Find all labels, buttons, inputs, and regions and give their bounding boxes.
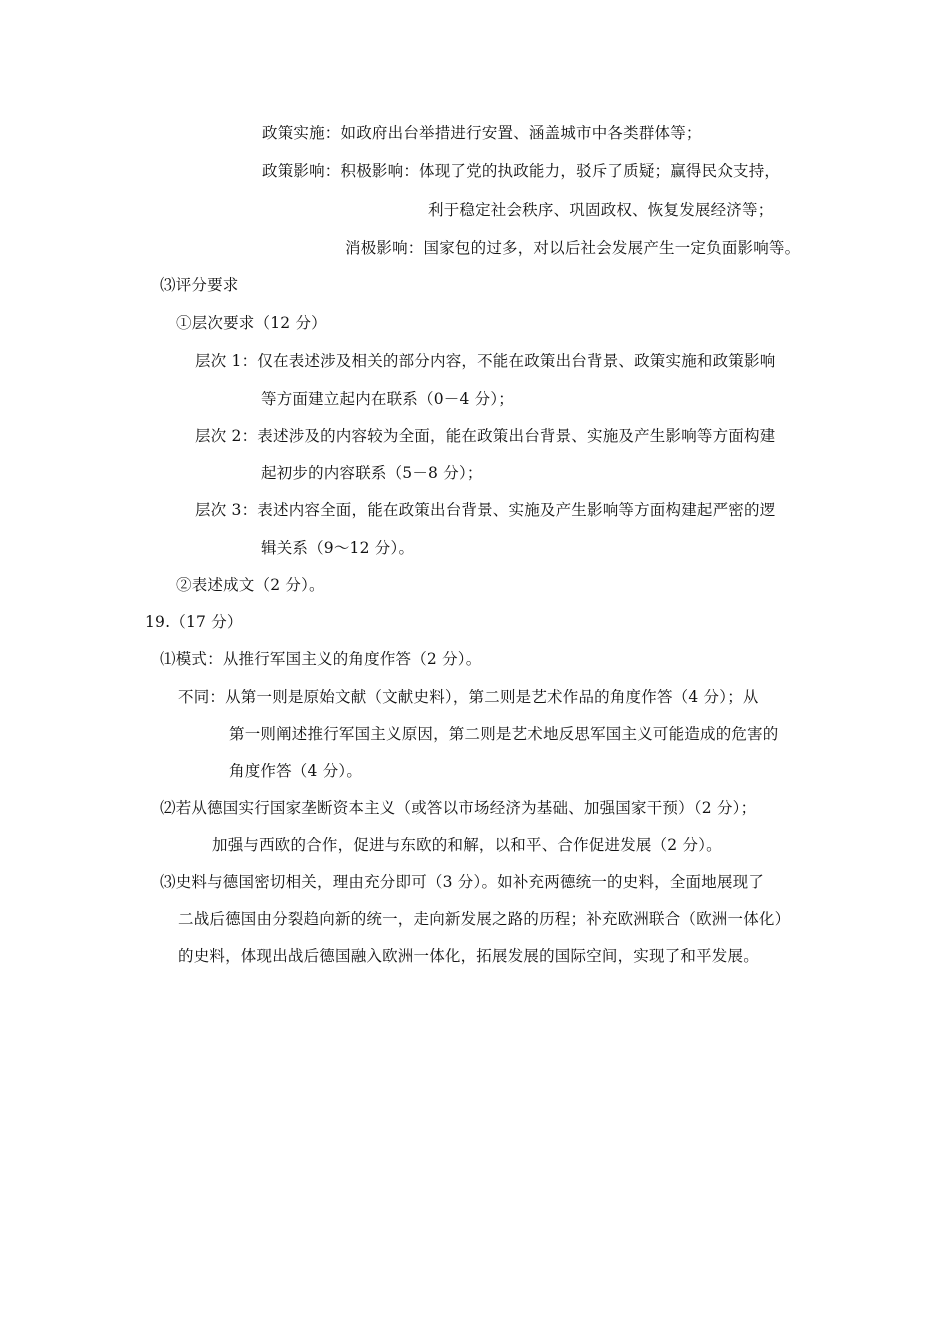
q19-difference-text-3: 角度作答（4 分）。: [229, 762, 363, 780]
positive-impact-label: 积极影响：: [340, 162, 420, 180]
policy-impact-line: [262, 160, 780, 182]
q19-part3-text-3: 的史料，体现出战后德国融入欧洲一体化，拓展发展的国际空间，实现了和平发展。: [178, 947, 759, 965]
level-2-label: 层次 2：: [195, 427, 258, 445]
q19-part2-text-1: ⑵若从德国实行国家垄断资本主义（或答以市场经济为基础、加强国家干预）（2 分）；: [160, 799, 757, 817]
level-2-text-2: 起初步的内容联系（5－8 分）；: [261, 464, 483, 482]
level-2-line: [195, 425, 775, 447]
q19-part3-text-1: ⑶史料与德国密切相关，理由充分即可（3 分）。如补充两德统一的史料，全面地展现了: [160, 873, 765, 891]
negative-impact-text: 国家包的过多，对以后社会发展产生一定负面影响等。: [423, 239, 801, 257]
level-3-text-2: 辑关系（9～12 分）。: [261, 539, 415, 557]
level-3-text-1: 表述内容全面，能在政策出台背景、实施及产生影响等方面构建起严密的逻: [257, 501, 776, 519]
level-requirement: ①层次要求（12 分）: [176, 314, 327, 332]
negative-impact-line: [345, 237, 800, 259]
level-1-text-2: 等方面建立起内在联系（0－4 分）；: [261, 390, 515, 408]
level-1-line: [195, 350, 775, 372]
question-19-heading: 19.（17 分）: [145, 613, 243, 631]
policy-implementation-line: [262, 122, 702, 144]
positive-impact-text-1: 体现了党的执政能力，驳斥了质疑；赢得民众支持，: [419, 162, 781, 180]
level-1-text-1: 仅在表述涉及相关的部分内容，不能在政策出台背景、政策实施和政策影响: [257, 352, 776, 370]
level-2-text-1: 表述涉及的内容较为全面，能在政策出台背景、实施及产生影响等方面构建: [257, 427, 776, 445]
writing-requirement: ②表述成文（2 分）。: [176, 576, 325, 594]
scoring-heading: ⑶评分要求: [160, 276, 239, 294]
q19-difference-text-2: 第一则阐述推行军国主义原因，第二则是艺术地反思军国主义可能造成的危害的: [229, 725, 779, 743]
level-1-label: 层次 1：: [195, 352, 258, 370]
q19-difference-label: 不同：: [178, 688, 226, 706]
policy-implementation-label: 政策实施：: [262, 124, 341, 142]
q19-part1-line: [160, 648, 481, 670]
negative-impact-label: 消极影响：: [345, 239, 424, 257]
q19-part1-label: ⑴模式：: [160, 650, 223, 668]
positive-impact-text-2: 利于稳定社会秩序、巩固政权、恢复发展经济等；: [428, 201, 774, 219]
q19-difference-line: [178, 686, 759, 708]
level-3-label: 层次 3：: [195, 501, 258, 519]
policy-implementation-text: 如政府出台举措进行安置、涵盖城市中各类群体等；: [340, 124, 702, 142]
q19-part3-text-2: 二战后德国由分裂趋向新的统一，走向新发展之路的历程；补充欧洲联合（欧洲一体化）: [178, 910, 791, 928]
policy-impact-label: 政策影响：: [262, 162, 341, 180]
q19-part2-text-2: 加强与西欧的合作，促进与东欧的和解，以和平、合作促进发展（2 分）。: [212, 836, 722, 854]
q19-part1-text: 从推行军国主义的角度作答（2 分）。: [222, 650, 482, 668]
level-3-line: [195, 499, 775, 521]
q19-difference-text-1: 从第一则是原始文献（文献史料），第二则是艺术作品的角度作答（4 分）；从: [225, 688, 759, 706]
